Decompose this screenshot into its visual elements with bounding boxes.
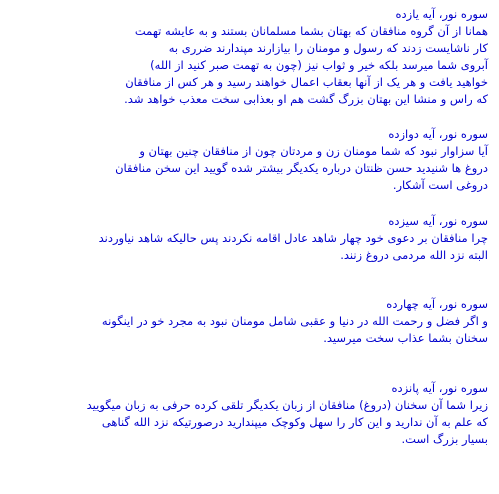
verse-heading: سوره نور، آیه سیزده [388,214,488,228]
verse-heading: سوره نور، آیه دوازده [388,127,488,141]
verse-line: همانا از آن گروه منافقان که بهتان بشما مسلمانان بستند و به عایشه تهمت [134,24,488,38]
verse-line: البته نزد الله مردمی دروغ زنند. [340,248,488,262]
verse-line: دروغ ها شنیدید حسن ظنتان درباره یکدیگر بیشتر شده گویید این سخن منافقان [115,161,488,175]
verse-section-14 [102,296,488,347]
verse-line: و اگر فضل و رحمت الله در دنیا و عقبی شامل مومنان نبود به مجرد خو در اینگونه [101,314,488,328]
verse-line: خواهید یافت و هر یک از آنها بعقاب اعمال خواهند رسید و هر کس از منافقان [125,75,488,89]
verse-section-12 [115,126,488,194]
verse-line: که علم به آن ندارید و این کار را سهل وکوچک میپندارید درصورتیکه نزد الله گناهی [101,415,488,429]
verse-line: بسیار بزرگ است. [401,432,488,446]
verse-section-11 [124,6,488,108]
verse-line: زیرا شما آن سخنان (دروغ) منافقان از زبان یکدیگر تلقی کرده حرفی به زبان میگویید [86,398,488,412]
verse-line: آبروی شما میرسد بلکه خیر و ثواب نیز (چون به تهمت صبر کنید از الله) [150,58,488,72]
verse-line: سخنان بشما عذاب سخت میرسید. [323,331,488,345]
verse-line: چرا منافقان بر دعوی خود چهار شاهد عادل اقامه نکردند پس حالیکه شاهد نیاوردند [98,231,488,245]
verse-section-13 [99,213,488,264]
verse-heading: سوره نور، آیه یازده [395,7,488,21]
verse-line: که راس و منشا این بهتان بزرگ گشت هم او بعذابی سخت معذب خواهد شد. [124,92,488,106]
verse-line: آیا سزاوار نبود که شما مومنان زن و مردتان چون از منافقان چنین بهتان و [139,144,488,158]
verse-section-15 [87,380,488,448]
verse-line: کار ناشایست زدند که رسول و مومنان را بیازارند مپندارند ضرری به [168,41,488,55]
verse-heading: سوره نور، آیه پانزده [391,381,488,395]
verse-heading: سوره نور، آیه چهارده [386,297,488,311]
verse-line: دروغی است آشکار. [392,178,488,192]
